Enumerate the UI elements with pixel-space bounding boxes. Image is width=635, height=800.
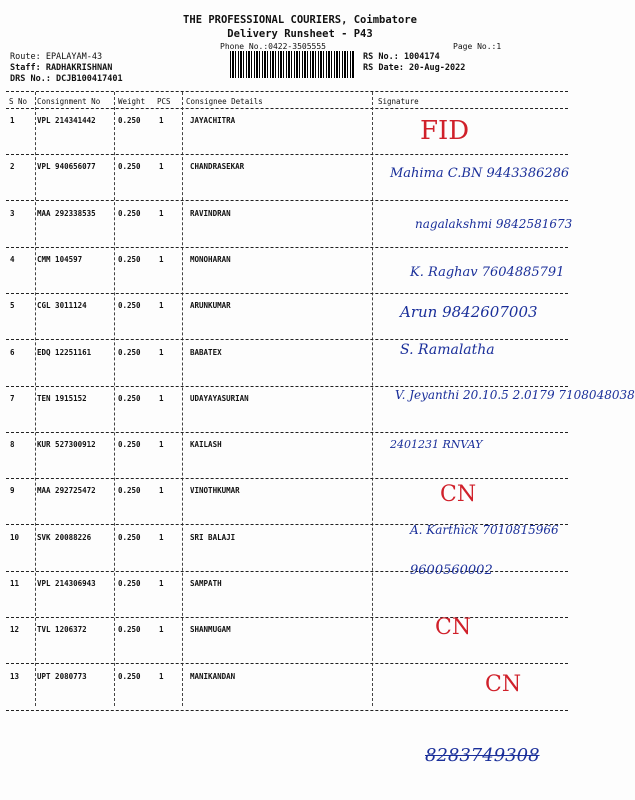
row-weight: 0.250 <box>118 532 141 542</box>
row-signature: V. Jeyanthi 20.10.5 2.0179 7108048038 <box>395 387 635 402</box>
row-weight: 0.250 <box>118 254 141 264</box>
col-header-pcs: PCS <box>157 97 171 106</box>
row-weight: 0.250 <box>118 393 141 403</box>
row-separator <box>6 617 568 618</box>
row-sno: 4 <box>10 254 15 264</box>
row-weight: 0.250 <box>118 486 141 496</box>
row-pcs: 1 <box>159 162 164 172</box>
row-sno: 3 <box>10 208 15 218</box>
row-consignee: MONOHARAN <box>190 254 231 264</box>
row-signature: A. Karthick 7010815966 <box>410 522 559 537</box>
rs-date: RS Date: 20-Aug-2022 <box>363 63 466 73</box>
row-consignment-no: MAA 292725472 <box>37 486 96 496</box>
col-divider-1 <box>35 92 36 706</box>
runsheet-title: Delivery Runsheet - P43 <box>227 28 373 40</box>
row-pcs: 1 <box>159 671 164 681</box>
phone-number: Phone No.:0422-3505555 <box>220 42 326 51</box>
col-header-consignment: Consignment No <box>37 97 101 106</box>
row-pcs: 1 <box>159 486 164 496</box>
row-weight: 0.250 <box>118 625 141 635</box>
row-sno: 7 <box>10 393 15 403</box>
row-sno: 12 <box>10 625 20 635</box>
row-sno: 9 <box>10 486 15 496</box>
row-separator <box>6 154 568 155</box>
row-separator <box>6 247 568 248</box>
row-consignment-no: UPT 2080773 <box>37 671 87 681</box>
row-signature: nagalakshmi 9842581673 <box>415 216 573 231</box>
staff: Staff: RADHAKRISHNAN <box>10 63 113 73</box>
row-consignee: SRI BALAJI <box>190 532 236 542</box>
row-consignment-no: CMM 104597 <box>37 254 83 264</box>
row-separator <box>6 386 568 387</box>
row-consignment-no: VPL 940656077 <box>37 162 96 172</box>
row-consignment-no: CGL 3011124 <box>37 301 87 311</box>
row-weight: 0.250 <box>118 208 141 218</box>
row-pcs: 1 <box>159 532 164 542</box>
row-consignee: ARUNKUMAR <box>190 301 231 311</box>
company-name: THE PROFESSIONAL COURIERS, Coimbatore <box>183 14 417 26</box>
row-signature: K. Raghav 7604885791 <box>410 264 565 280</box>
row-signature: Arun 9842607003 <box>400 303 538 322</box>
row-separator <box>6 339 568 340</box>
row-consignee: CHANDRASEKAR <box>190 162 245 172</box>
col-divider-2 <box>114 92 115 706</box>
row-consignment-no: EDQ 12251161 <box>37 347 92 357</box>
col-header-weight: Weight <box>118 97 146 106</box>
row-consignee: MANIKANDAN <box>190 671 236 681</box>
route: Route: EPALAYAM-43 <box>10 52 103 62</box>
row-signature: CN <box>485 671 522 697</box>
col-divider-4 <box>372 92 373 706</box>
row-pcs: 1 <box>159 254 164 264</box>
row-consignment-no: TVL 1206372 <box>37 625 87 635</box>
drs-number: DRS No.: DCJB100417401 <box>10 74 123 84</box>
row-consignment-no: MAA 292338535 <box>37 208 96 218</box>
row-consignee: KAILASH <box>190 440 222 450</box>
row-sno: 5 <box>10 301 15 311</box>
row-separator <box>6 293 568 294</box>
row-weight: 0.250 <box>118 440 141 450</box>
row-weight: 0.250 <box>118 116 141 125</box>
row-consignee: BABATEX <box>190 347 222 357</box>
row-weight: 0.250 <box>118 347 141 357</box>
row-sno: 2 <box>10 162 15 172</box>
col-header-sno: S No <box>9 97 28 106</box>
row-separator <box>6 200 568 201</box>
row-consignee: SAMPATH <box>190 579 222 588</box>
col-header-consignee: Consignee Details <box>186 97 263 106</box>
row-weight: 0.250 <box>118 579 141 588</box>
row-pcs: 1 <box>159 301 164 311</box>
row-signature: 2401231 RNVAY <box>390 438 483 452</box>
table-top-rule <box>6 91 568 92</box>
row-signature: CN <box>440 482 477 508</box>
row-separator <box>6 710 568 711</box>
barcode <box>230 51 355 78</box>
row-sno: 1 <box>10 116 15 125</box>
row-signature: Mahima C.BN 9443386286 <box>390 166 570 182</box>
row-sno: 8 <box>10 440 15 450</box>
row-pcs: 1 <box>159 116 164 125</box>
footer-scribble: 8283749308 <box>425 745 540 766</box>
row-consignment-no: VPL 214306943 <box>37 579 96 588</box>
row-pcs: 1 <box>159 625 164 635</box>
row-signature: 9600560002 <box>410 563 493 578</box>
row-consignment-no: VPL 214341442 <box>37 116 96 125</box>
page-number: Page No.:1 <box>453 42 502 51</box>
row-pcs: 1 <box>159 393 164 403</box>
row-weight: 0.250 <box>118 301 141 311</box>
row-sno: 11 <box>10 579 20 588</box>
row-pcs: 1 <box>159 440 164 450</box>
row-signature: FID <box>420 116 470 146</box>
row-consignment-no: SVK 20088226 <box>37 532 92 542</box>
row-weight: 0.250 <box>118 671 141 681</box>
header-bottom-rule <box>6 108 568 109</box>
row-consignment-no: KUR 527300912 <box>37 440 96 450</box>
row-consignee: VINOTHKUMAR <box>190 486 240 496</box>
row-consignee: JAYACHITRA <box>190 116 236 125</box>
row-consignee: UDAYAYASURIAN <box>190 393 249 403</box>
row-consignee: RAVINDRAN <box>190 208 231 218</box>
col-divider-3 <box>182 92 183 706</box>
row-consignee: SHANMUGAM <box>190 625 231 635</box>
col-header-signature: Signature <box>378 97 419 106</box>
row-separator <box>6 478 568 479</box>
row-sno: 13 <box>10 671 20 681</box>
row-pcs: 1 <box>159 208 164 218</box>
row-signature: S. Ramalatha <box>400 341 495 358</box>
row-separator <box>6 432 568 433</box>
row-sno: 10 <box>10 532 20 542</box>
row-sno: 6 <box>10 347 15 357</box>
row-weight: 0.250 <box>118 162 141 172</box>
row-separator <box>6 663 568 664</box>
rs-number: RS No.: 1004174 <box>363 52 440 62</box>
row-signature: CN <box>435 615 472 641</box>
row-pcs: 1 <box>159 347 164 357</box>
row-pcs: 1 <box>159 579 164 588</box>
row-consignment-no: TEN 1915152 <box>37 393 87 403</box>
